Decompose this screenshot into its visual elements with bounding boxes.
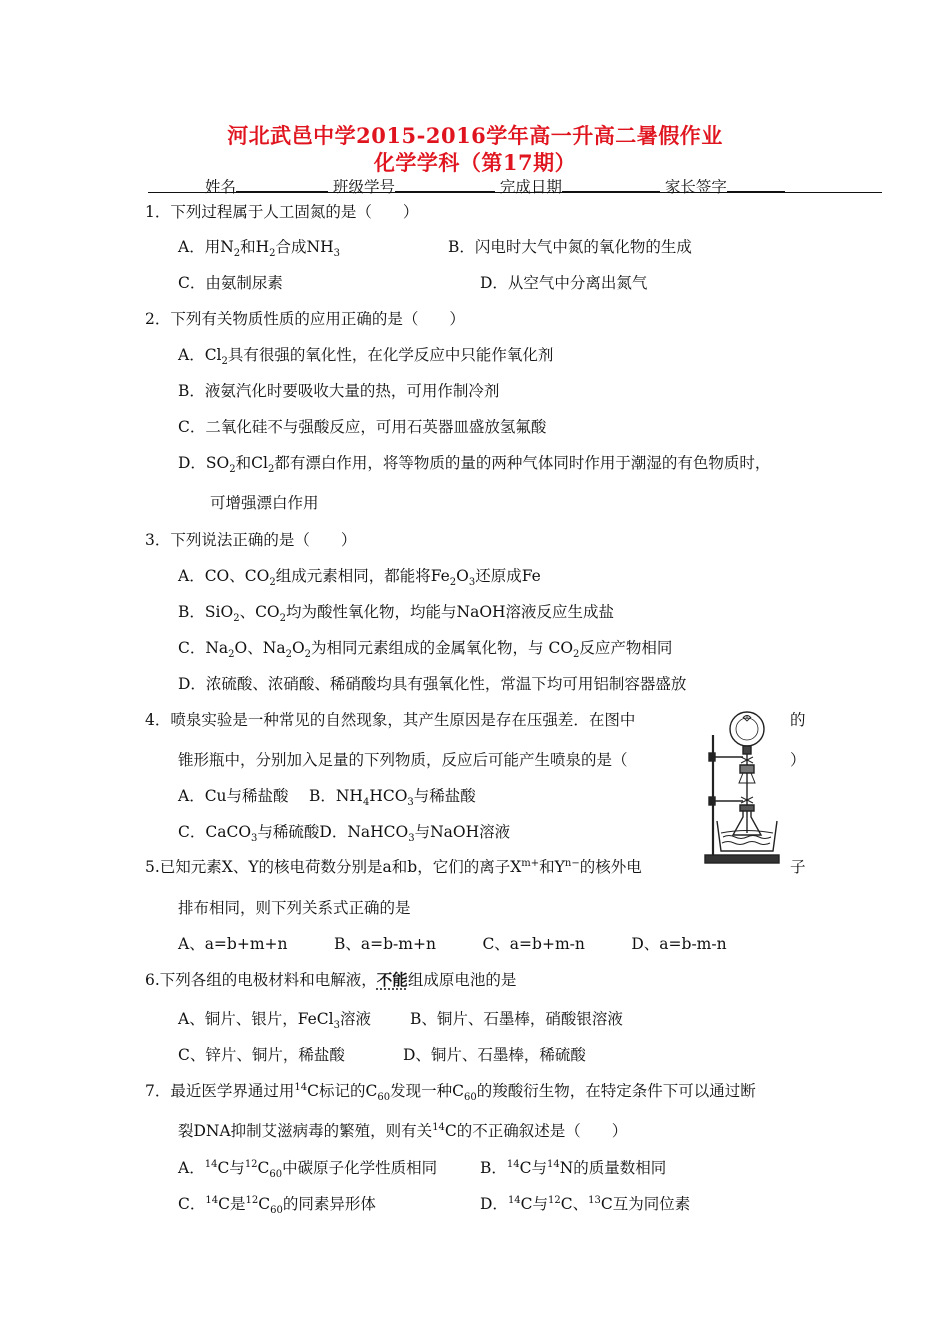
q6-option-c: C、锌片、铜片，稀盐酸	[178, 1046, 345, 1064]
q4-options-ab: A．Cu与稀盐酸 B．$NH_4HCO_3$与稀盐酸	[178, 787, 476, 809]
q6-option-d: D、铜片、石墨棒，稀硫酸	[403, 1046, 586, 1064]
parent-sign-label: 家长签字	[664, 178, 727, 196]
date-label: 完成日期	[499, 178, 562, 196]
q7-option-b: B．$^{14}$C与$^{14}$N的质量数相同	[480, 1158, 667, 1177]
q2-option-d: D．$SO_2$和$Cl_2$都有漂白作用，将等物质的量的两种气体同时作用于潮湿的有色物质时，	[178, 454, 771, 476]
fountain-apparatus-figure	[703, 705, 781, 870]
q4-stem-tail2: ）	[790, 751, 806, 769]
q2-option-d-cont: 可增强漂白作用	[210, 494, 319, 512]
q3-option-c: C．$Na_2O$、$Na_2O_2$为相同元素组成的金属氧化物，与 $CO_2$反应产物相同	[178, 639, 673, 661]
q2-option-a: A．$Cl_2$具有很强的氧化性，在化学反应中只能作氧化剂	[178, 346, 554, 368]
q1-option-d: D．从空气中分离出氮气	[480, 274, 648, 292]
q7-stem-line1: 7．最近医学界通过用$^{14}$C标记的$C_{60}$发现一种$C_{60}$的羧酸衍生物，在特定条件下可以通过断	[145, 1081, 756, 1104]
q7-option-c: C．$^{14}$C是$^{12}C_{60}$的同素异形体	[178, 1194, 376, 1217]
date-blank[interactable]	[562, 177, 660, 192]
parent-sign-blank[interactable]	[727, 177, 785, 192]
q4-stem-line2: 锥形瓶中，分别加入足量的下列物质，反应后可能产生喷泉的是（	[178, 751, 628, 769]
q6-option-a: A、铜片、银片，FeCl$_3$溶液	[178, 1010, 371, 1032]
page-subtitle: 化学学科（第17期）	[373, 150, 577, 175]
q3-stem: 3．下列说法正确的是（ ）	[145, 531, 357, 549]
q6-stem-pre: 6.下列各组的电极材料和电解液，	[145, 971, 377, 989]
q5-options: A、a=b+m+n B、a=b-m+n C、a=b+m-n D、a=b-m-n	[178, 935, 727, 953]
q1-stem: 1．下列过程属于人工固氮的是（ ）	[145, 203, 419, 221]
q5-stem-tail: 子	[790, 858, 806, 876]
header-rule	[148, 192, 882, 193]
class-blank[interactable]	[395, 177, 495, 192]
q5-stem-line2: 排布相同，则下列关系式正确的是	[178, 899, 411, 917]
q7-option-d: D．$^{14}$C与$^{12}$C、$^{13}$C互为同位素	[480, 1194, 691, 1213]
page-title: 河北武邑中学2015-2016学年高一升高二暑假作业	[227, 123, 723, 148]
q7-stem-line2: 裂DNA抑制艾滋病毒的繁殖，则有关$^{14}$C的不正确叙述是（ ）	[178, 1121, 628, 1140]
class-label: 班级学号	[332, 178, 395, 196]
q2-option-c: C．二氧化硅不与强酸反应，可用石英器皿盛放氢氟酸	[178, 418, 547, 436]
q7-option-a: A．$^{14}$C与$^{12}C_{60}$中碳原子化学性质相同	[178, 1158, 438, 1181]
q3-option-b: B．SiO$_2$、$CO_2$均为酸性氧化物，均能与NaOH溶液反应生成盐	[178, 603, 615, 625]
q5-stem-line1: 5.已知元素X、Y的核电荷数分别是a和b，它们的离子$X^{m+}$和$Y^{n-}$的核外电	[145, 857, 642, 876]
q2-stem: 2．下列有关物质性质的应用正确的是（ ）	[145, 310, 465, 328]
q6-stem-emphasis: 不能	[376, 970, 408, 989]
q4-stem-line1: 4．喷泉实验是一种常见的自然现象，其产生原因是存在压强差．在图中	[145, 711, 636, 729]
q2-option-b: B．液氨汽化时要吸收大量的热，可用作制冷剂	[178, 382, 500, 400]
q4-stem-tail1: 的	[790, 711, 806, 729]
q4-options-cd: C．CaCO$_3$与稀硫酸D．NaHCO$_3$与NaOH溶液	[178, 823, 511, 845]
header-fields	[205, 175, 785, 197]
q1-option-a: A．用$N_2$和$H_2$合成$NH_3$	[178, 238, 341, 260]
q3-option-a: A．CO、$CO_2$组成元素相同，都能将$Fe_2O_3$还原成Fe	[178, 567, 541, 589]
q1-option-c: C．由氨制尿素	[178, 274, 283, 292]
q3-option-d: D．浓硫酸、浓硝酸、稀硝酸均具有强氧化性，常温下均可用铝制容器盛放	[178, 675, 687, 693]
q1-option-b: B．闪电时大气中氮的氧化物的生成	[448, 238, 692, 256]
q6-stem-post: 组成原电池的是	[407, 971, 517, 989]
q6-option-b: B、铜片、石墨棒，硝酸银溶液	[410, 1010, 623, 1028]
name-label: 姓名	[205, 178, 237, 196]
name-blank[interactable]	[236, 177, 328, 192]
q6-stem	[145, 968, 516, 990]
